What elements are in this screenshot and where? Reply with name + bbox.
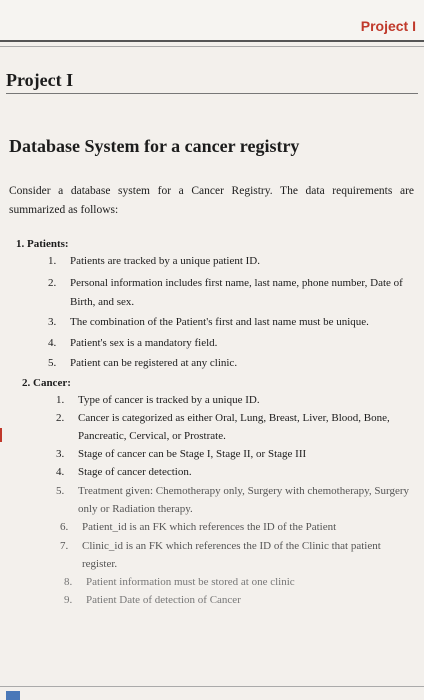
list-item-number: 3. xyxy=(48,316,57,328)
list-item xyxy=(48,357,398,370)
list-item xyxy=(56,412,406,425)
list-item-text: Treatment given: Chemotherapy only, Surgery with chemotherapy, Surgery xyxy=(78,485,410,497)
list-item xyxy=(48,337,398,350)
list-item-text: Patient can be registered at any clinic. xyxy=(70,357,238,369)
list-item xyxy=(60,540,410,553)
list-item-continuation: only or Radiation therapy. xyxy=(78,503,193,515)
page-title: Project I xyxy=(6,70,74,90)
list-item-number: 4. xyxy=(56,466,65,478)
document-heading: Database System for a cancer registry xyxy=(9,136,300,156)
list-item-number: 2. xyxy=(56,412,65,424)
list-item-continuation: register. xyxy=(82,558,118,570)
list-item xyxy=(56,466,406,479)
list-item xyxy=(64,594,414,607)
list-item-text: Patient Date of detection of Cancer xyxy=(86,594,241,606)
list-item-number: 8. xyxy=(64,576,73,588)
margin-mark xyxy=(0,428,2,442)
intro-paragraph: Consider a database system for a Cancer Registry. The data requirements are summarized as follows: xyxy=(9,185,414,216)
list-item-text: Patient information must be stored at one clinic xyxy=(86,576,295,588)
list-item-number: 5. xyxy=(48,357,57,369)
bottom-divider xyxy=(0,686,424,687)
section-label-cancer: 2. Cancer: xyxy=(22,377,71,389)
corner-badge-icon xyxy=(6,691,20,700)
list-item-number: 2. xyxy=(48,277,57,289)
list-item-number: 4. xyxy=(48,337,57,349)
list-item-number: 6. xyxy=(60,521,69,533)
list-item-text: Patients are tracked by a unique patient ID. xyxy=(70,255,260,267)
list-item xyxy=(56,448,406,461)
list-item-number: 5. xyxy=(56,485,65,497)
list-item-text: Patient_id is an FK which references the ID of the Patient xyxy=(82,521,337,533)
list-item-text: Clinic_id is an FK which references the ID of the Clinic that patient xyxy=(82,540,381,552)
sub-divider xyxy=(0,46,424,47)
list-item-number: 1. xyxy=(48,255,57,267)
title-underline xyxy=(6,93,418,94)
list-item-text: Personal information includes first name, last name, phone number, Date of xyxy=(70,277,403,289)
list-item-text: Stage of cancer can be Stage I, Stage II, or Stage III xyxy=(78,448,307,460)
list-item xyxy=(60,521,410,534)
list-item-number: 7. xyxy=(60,540,69,552)
list-item-text: Type of cancer is tracked by a unique ID. xyxy=(78,394,260,406)
list-item-number: 9. xyxy=(64,594,73,606)
list-item-number: 3. xyxy=(56,448,65,460)
list-item-continuation: Birth, and sex. xyxy=(70,296,135,308)
list-item-number: 1. xyxy=(56,394,65,406)
list-item-text: Stage of cancer detection. xyxy=(78,466,192,478)
list-item xyxy=(48,277,403,290)
header-title: Project I xyxy=(360,18,416,34)
list-item-text: Patient's sex is a mandatory field. xyxy=(70,337,218,349)
list-item-text: The combination of the Patient's first and last name must be unique. xyxy=(70,316,369,328)
list-item xyxy=(64,576,414,589)
section-label-patients: 1. Patients: xyxy=(16,238,69,250)
header-divider xyxy=(0,40,424,42)
list-item xyxy=(48,255,398,268)
list-item-text: Cancer is categorized as either Oral, Lung, Breast, Liver, Blood, Bone, xyxy=(78,412,390,424)
list-item xyxy=(48,316,398,329)
list-item xyxy=(56,394,406,407)
list-item-continuation: Pancreatic, Cervical, or Prostrate. xyxy=(78,430,226,442)
list-item xyxy=(56,485,410,498)
